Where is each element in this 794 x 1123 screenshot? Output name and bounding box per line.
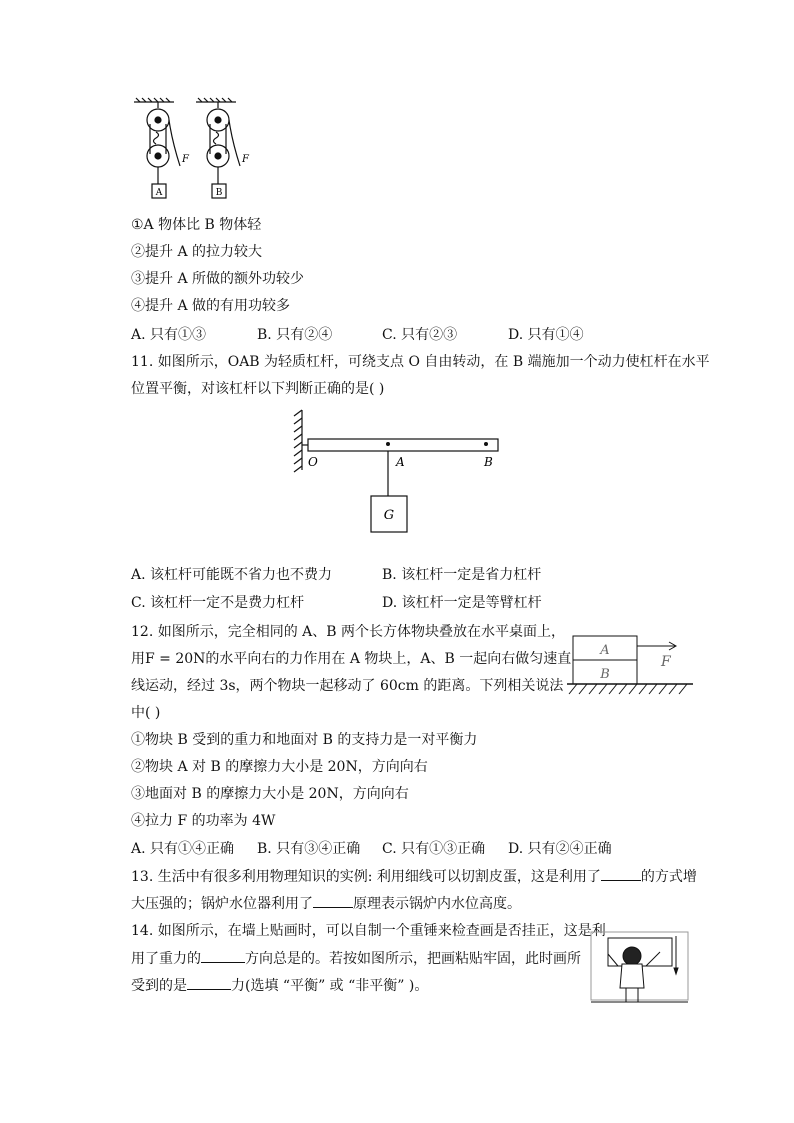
q11-option-b: B. 该杠杆一定是省力杠杆: [382, 567, 542, 583]
picture-hanging-figure: [590, 930, 690, 1010]
q12-option-c: C. 只有①③正确: [382, 841, 486, 857]
q10-option-c: C. 只有②③: [382, 327, 458, 343]
q13-line1-text-a: 13. 生活中有很多利用物理知识的实例: 利用细线可以切割皮蛋，这是利用了: [131, 869, 601, 885]
q13-blank-1[interactable]: [601, 866, 641, 881]
pulley-label-a: A: [155, 188, 163, 198]
q14-line2-text-a: 用了重力的: [131, 951, 201, 967]
q14-blank-2[interactable]: [187, 975, 231, 990]
q12-stem-line: 线运动，经过 3s，两个物块一起移动了 60cm 的距离。下列相关说法: [131, 678, 564, 694]
q12-option-a: A. 只有①④正确: [131, 841, 235, 857]
q14-line: [131, 948, 581, 969]
q13-line2-text-a: 大压强的；锅炉水位器利用了: [131, 896, 313, 912]
q10-statement: ①A 物体比 B 物体轻: [131, 217, 262, 233]
q12-statement: ③地面对 B 的摩擦力大小是 20N，方向向右: [131, 786, 409, 802]
q10-option-a: A. 只有①③: [131, 327, 207, 343]
q14-blank-1[interactable]: [201, 948, 245, 963]
q11-option-c: C. 该杠杆一定不是费力杠杆: [131, 595, 305, 611]
force-label-f: F: [661, 654, 671, 670]
q14-line: [131, 975, 428, 996]
q12-statement: ④拉力 F 的功率为 4W: [131, 813, 276, 829]
q11-stem-line: 位置平衡，对该杠杆以下判断正确的是( ): [131, 381, 385, 397]
q12-stem-line: 中( ): [131, 705, 161, 721]
q12-option-d: D. 只有②④正确: [508, 841, 612, 857]
pulley-label-b: B: [215, 188, 223, 198]
lever-figure: [290, 408, 510, 538]
q10-statement: ③提升 A 所做的额外功较少: [131, 271, 305, 287]
block-label-b: B: [600, 667, 610, 682]
pulley-force-label-1: F: [182, 154, 189, 165]
q14-line: 14. 如图所示，在墙上贴画时，可以自制一个重锤来检查画是否挂正，这是利: [131, 923, 606, 939]
q10-statement: ④提升 A 做的有用功较多: [131, 298, 291, 314]
q12-stem-line: 用F = 20N的水平向右的力作用在 A 物块上，A、B 一起向右做匀速直: [131, 651, 572, 667]
pulley-figure: [128, 96, 268, 206]
q13-line: [131, 893, 521, 914]
block-label-a: A: [600, 643, 610, 658]
q14-line2-text-b: 方向总是的。若按如图所示，把画粘贴牢固，此时画所: [245, 951, 581, 967]
blocks-figure: [565, 628, 695, 708]
q12-statement: ②物块 A 对 B 的摩擦力大小是 20N，方向向右: [131, 759, 428, 775]
lever-label-b: B: [484, 455, 493, 469]
q13-line2-text-b: 原理表示锅炉内水位高度。: [353, 896, 521, 912]
q13-line1-text-b: 的方式增: [640, 869, 697, 885]
q10-option-d: D. 只有①④: [508, 327, 584, 343]
q12-statement: ①物块 B 受到的重力和地面对 B 的支持力是一对平衡力: [131, 732, 478, 748]
q12-option-b: B. 只有③④正确: [257, 841, 361, 857]
q14-line3-text-b: 力(选填 “平衡” 或 “非平衡” )。: [231, 978, 429, 994]
q10-option-b: B. 只有②④: [257, 327, 333, 343]
lever-label-a: A: [396, 455, 405, 469]
lever-label-g: G: [383, 508, 395, 523]
q11-stem-line: 11. 如图所示，OAB 为轻质杠杆，可绕支点 O 自由转动，在 B 端施加一个动力使杠杆在水平: [131, 354, 710, 370]
pulley-force-label-2: F: [242, 154, 249, 165]
lever-label-o: O: [308, 455, 318, 469]
q13-blank-2[interactable]: [313, 893, 353, 908]
q11-option-a: A. 该杠杆可能既不省力也不费力: [131, 567, 333, 583]
q14-line3-text-a: 受到的是: [131, 978, 187, 994]
q11-option-d: D. 该杠杆一定是等臂杠杆: [382, 595, 542, 611]
q13-line: [131, 866, 697, 887]
q10-statement: ②提升 A 的拉力较大: [131, 244, 263, 260]
q12-stem-line: 12. 如图所示，完全相同的 A、B 两个长方体物块叠放在水平桌面上，: [131, 624, 566, 640]
